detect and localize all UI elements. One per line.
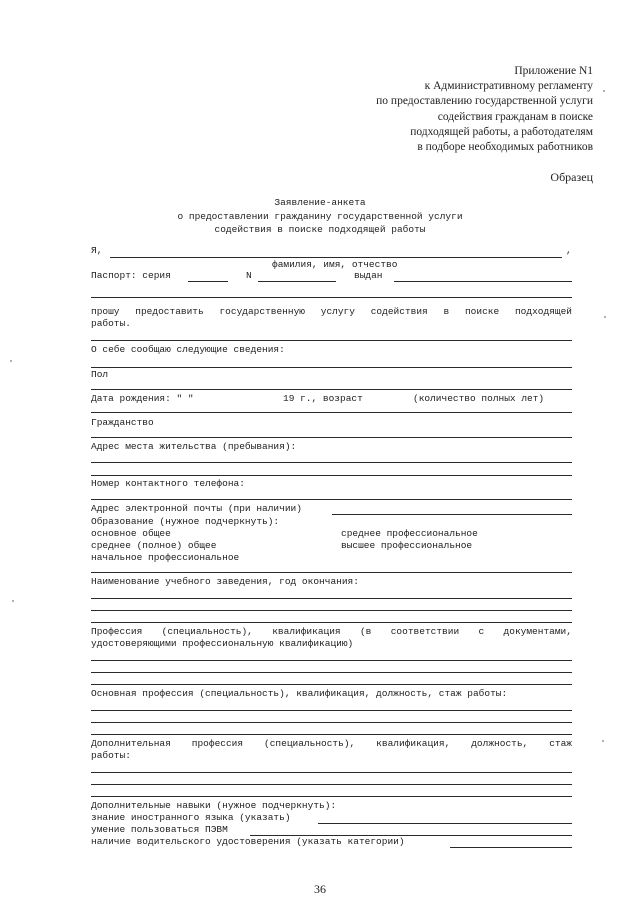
education-option[interactable]: среднее профессиональное — [341, 528, 478, 539]
passport-issued-line[interactable] — [394, 281, 572, 282]
form-subtitle-line: содействия в поиске подходящей работы — [214, 224, 426, 235]
profession-word: (в — [359, 626, 372, 637]
about-self-label: О себе сообщаю следующие сведения: — [91, 344, 285, 355]
gender-line[interactable] — [91, 389, 572, 390]
passport-issued-line-2[interactable] — [91, 297, 572, 298]
skills-label: Дополнительные навыки (нужное подчеркнуть): — [91, 800, 337, 811]
separator-line — [91, 340, 572, 341]
passport-label: Паспорт: серия — [91, 270, 171, 281]
education-label: Образование (нужное подчеркнуть): — [91, 516, 280, 527]
main-profession-line-2[interactable] — [91, 722, 572, 723]
extra-profession-line-3[interactable] — [91, 796, 572, 797]
request-text-line1 — [91, 306, 572, 317]
skill-language-line[interactable] — [318, 823, 572, 824]
skill-license-label: наличие водительского удостоверения (указать категории) — [91, 836, 405, 847]
main-profession-label: Основная профессия (специальность), квалификация, должность, стаж работы: — [91, 688, 508, 699]
request-word: поиске — [464, 306, 500, 317]
main-profession-line-1[interactable] — [91, 710, 572, 711]
profession-word: соответствии — [390, 626, 460, 637]
citizenship-line[interactable] — [91, 437, 572, 438]
passport-series-line[interactable] — [188, 281, 228, 282]
ya-label: Я, — [91, 245, 103, 256]
profession-word: документами, — [503, 626, 572, 637]
request-text-line2: работы. — [91, 318, 131, 329]
phone-line[interactable] — [91, 499, 572, 500]
main-profession-line-3[interactable] — [91, 734, 572, 735]
birth-year-label: 19 г., возраст — [283, 393, 363, 404]
extra-profession-word: квалификация, — [376, 738, 451, 749]
scan-speck — [603, 90, 605, 92]
request-word: подходящей — [514, 306, 572, 317]
institution-label: Наименование учебного заведения, год окончания: — [91, 576, 359, 587]
extra-profession-word: профессия — [191, 738, 244, 749]
extra-profession-word: стаж — [549, 738, 572, 749]
request-word: государственную — [219, 306, 305, 317]
fio-caption: фамилия, имя, отчество — [272, 259, 398, 270]
form-subtitle-line: о предоставлении гражданину государственной услуги — [177, 210, 463, 222]
scan-speck — [10, 360, 12, 362]
profession-word: с — [478, 626, 485, 637]
gender-label: Пол — [91, 369, 109, 380]
request-word: прошу — [91, 306, 120, 317]
extra-profession-line-1[interactable] — [91, 772, 572, 773]
extra-profession-word: Дополнительная — [91, 738, 171, 749]
profession-line-2[interactable] — [91, 672, 572, 673]
appendix-line: по предоставлению государственной услуги — [376, 95, 593, 108]
email-line[interactable] — [332, 514, 572, 515]
birth-date-label: Дата рождения: " " — [91, 393, 194, 404]
education-option[interactable]: высшее профессиональное — [341, 540, 473, 551]
profession-label-line1 — [91, 626, 572, 637]
skill-license-line[interactable] — [450, 847, 572, 848]
form-heading — [0, 196, 640, 237]
request-word: в — [443, 306, 450, 317]
appendix-line: к Административному регламенту — [424, 80, 593, 93]
form-title: Заявление-анкета — [274, 197, 366, 208]
appendix-line: в подборе необходимых работников — [417, 141, 593, 154]
profession-word: (специальность), — [161, 626, 253, 637]
scan-speck — [604, 316, 606, 318]
email-label: Адрес электронной почты (при наличии) — [91, 503, 302, 514]
skill-language-label: знание иностранного языка (указать) — [91, 812, 291, 823]
extra-profession-line-2[interactable] — [91, 784, 572, 785]
page-number: 36 — [314, 882, 326, 896]
appendix-line: Приложение N1 — [514, 65, 593, 77]
profession-word: квалификация — [272, 626, 341, 637]
age-note: (количество полных лет) — [413, 393, 545, 404]
request-word: предоставить — [135, 306, 204, 317]
profession-line-3[interactable] — [91, 684, 572, 685]
institution-line-3[interactable] — [91, 622, 572, 623]
scan-speck — [12, 600, 14, 602]
extra-profession-label-line2: работы: — [91, 750, 131, 761]
education-option[interactable]: среднее (полное) общее — [91, 540, 217, 551]
about-self-line[interactable] — [91, 367, 572, 368]
passport-number-line[interactable] — [258, 281, 336, 282]
phone-label: Номер контактного телефона: — [91, 478, 245, 489]
profession-line-1[interactable] — [91, 660, 572, 661]
fio-line[interactable] — [110, 257, 562, 258]
appendix-block — [376, 64, 593, 155]
citizenship-label: Гражданство — [91, 417, 154, 428]
passport-issued-label: выдан — [354, 270, 383, 281]
extra-profession-label-line1 — [91, 738, 572, 749]
scan-speck — [602, 740, 604, 742]
request-word: содействия — [370, 306, 428, 317]
education-option[interactable]: основное общее — [91, 528, 171, 539]
extra-profession-word: (специальность), — [264, 738, 356, 749]
request-word: услугу — [320, 306, 355, 317]
education-line[interactable] — [91, 572, 572, 573]
skill-pc-label[interactable]: умение пользоваться ПЭВМ — [91, 824, 228, 835]
birth-line[interactable] — [91, 412, 572, 413]
profession-label-line2: удостоверяющими профессиональную квалификацию) — [91, 638, 354, 649]
education-option[interactable]: начальное профессиональное — [91, 552, 240, 563]
sample-label: Образец — [550, 170, 593, 184]
address-line-2[interactable] — [91, 475, 572, 476]
institution-line-1[interactable] — [91, 598, 572, 599]
extra-profession-word: должность, — [471, 738, 529, 749]
appendix-line: содействия гражданам в поиске — [437, 110, 593, 123]
ya-comma: , — [566, 245, 572, 256]
address-line-1[interactable] — [91, 462, 572, 463]
appendix-line: подходящей работы, а работодателям — [410, 125, 593, 138]
institution-line-2[interactable] — [91, 610, 572, 611]
address-label: Адрес места жительства (пребывания): — [91, 441, 297, 452]
profession-word: Профессия — [91, 626, 143, 637]
passport-n-label: N — [246, 270, 252, 281]
